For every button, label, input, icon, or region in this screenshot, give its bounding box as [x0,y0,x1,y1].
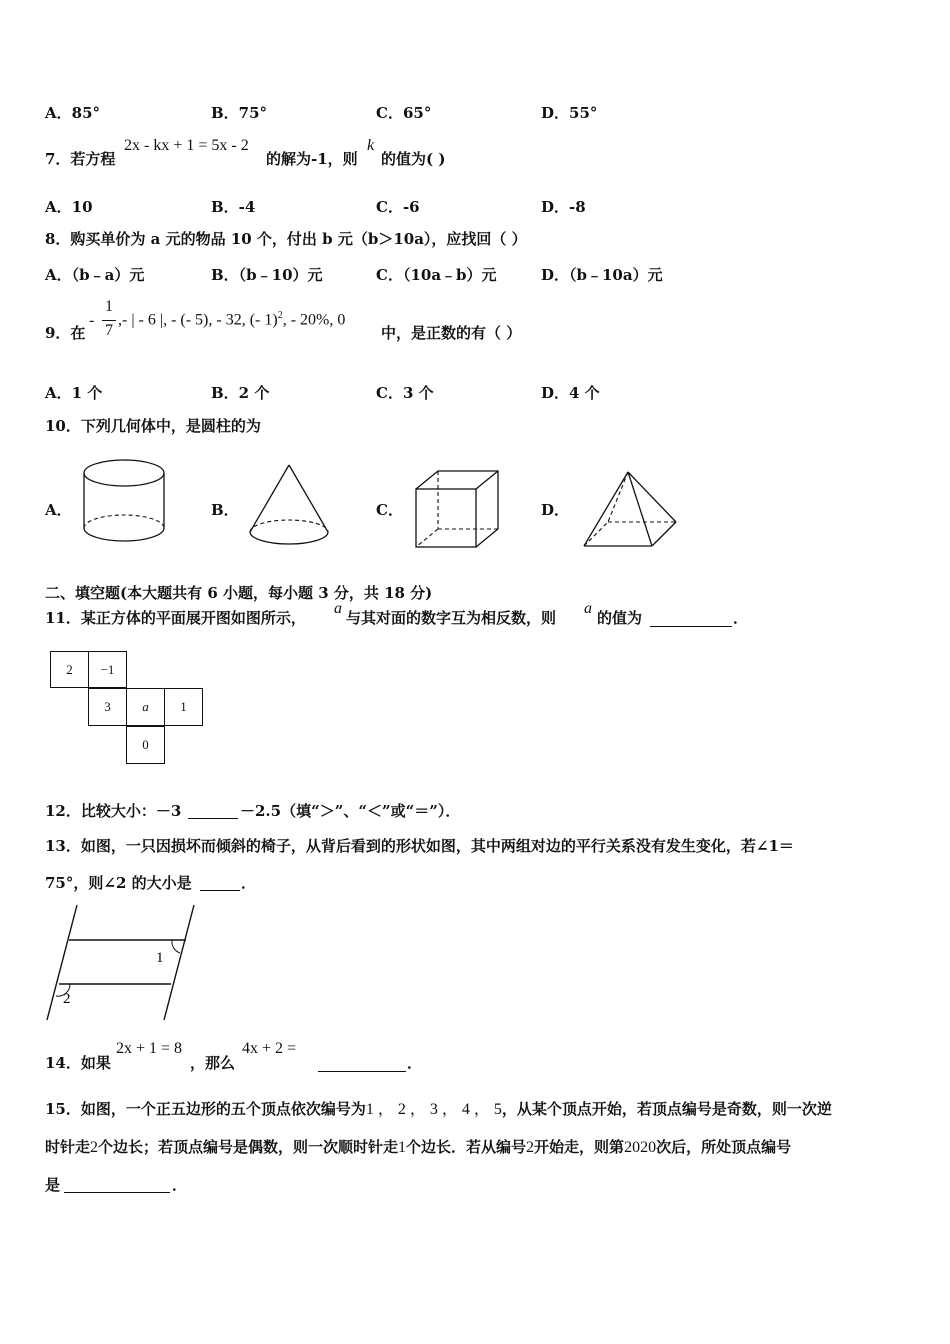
q9-frac-bar [102,320,116,321]
net-cell: 0 [126,726,165,764]
net-cell: 1 [164,688,203,726]
q11-end: ． [733,609,749,627]
q14-prefix: 14．如果 [45,1054,111,1072]
net-cell: 2 [50,651,89,688]
q11-var-a: a [334,600,342,617]
q9-expression: ,- | - 6 |, - (- 5), - 32, (- 1)$^2$, - 20%, 0 [118,310,346,329]
q12-answer-blank[interactable] [188,818,238,819]
q9-frac-denominator: 7 [105,322,113,339]
q15-line3-prefix: 是 [45,1176,61,1194]
q10-label-c: C． [376,501,403,519]
q13-answer-blank[interactable] [200,890,240,891]
q9-frac-numerator: 1 [105,298,113,315]
q13-line1: 13．如图，一只因损坏而倾斜的椅子，从背后看到的形状如图，其中两组对边的平行关系没有发生变化，若∠1＝ [45,837,794,855]
q6-option-d: D．55° [541,104,598,122]
q11-answer-blank[interactable] [650,626,732,627]
q9-option-b: B．2 个 [211,384,270,402]
q7-suffix: 的值为( ) [381,150,446,168]
q11-suffix: 的值为 [597,609,643,627]
q7-var-k: k [367,137,375,154]
q10-text: 10．下列几何体中，是圆柱的为 [45,417,261,435]
q9-prefix: 9．在 [45,324,86,342]
q8-option-b: B．（b﹣10）元 [211,266,323,284]
q11-var-a-2: a [584,600,592,617]
q9-option-d: D．4 个 [541,384,600,402]
q14-mid: ，那么 [190,1054,236,1072]
q14-end: ． [407,1054,423,1072]
q9-suffix: 中，是正数的有（ ） [381,324,522,342]
q8-option-a: A．（b﹣a）元 [45,266,145,284]
net-cell: 3 [88,688,127,726]
q9-option-a: A．1 个 [45,384,103,402]
q15-end: ． [172,1176,188,1194]
q8-option-c: C．（10a﹣b）元 [376,266,497,284]
q7-option-c: C．-6 [376,198,420,216]
cube-figure [412,467,504,552]
q6-option-a: A．85° [45,104,101,122]
angle-2-label: 2 [63,991,71,1007]
q7-option-a: A．10 [45,198,93,216]
q12-rest: －2.5（填“＞”、“＜”或“＝”）． [240,802,461,820]
q7-option-b: B．-4 [211,198,256,216]
q14-equation-1: 2x + 1 = 8 [116,1040,183,1057]
chair-figure [40,900,205,1025]
q8-text: 8．购买单价为 a 元的物品 10 个，付出 b 元（b＞10a），应找回（ ） [45,230,527,248]
q10-label-b: B． [211,501,239,519]
q14-equation-2: 4x + 2 = [242,1040,297,1057]
q12-prefix: 12．比较大小：－3 [45,802,182,820]
q15-line1: 15．如图，一个正五边形的五个顶点依次编号为1 ， 2 ， 3 ， 4 ， 5，从某个顶点开始，若顶点编号是奇数，则一次逆 [45,1100,832,1118]
q14-answer-blank[interactable] [318,1071,406,1072]
q10-label-d: D． [541,501,570,519]
q13-end: ． [241,874,257,892]
q13-line2: 75°，则∠2 的大小是 [45,874,192,892]
q10-label-a: A． [45,501,72,519]
q11-prefix: 11．某正方体的平面展开图如图所示， [45,609,306,627]
q7-prefix: 7．若方程 [45,150,116,168]
angle-1-label: 1 [156,950,164,966]
q9-frac-sign: - [89,312,95,329]
net-cell: a [126,688,165,726]
q8-option-d: D．（b﹣10a）元 [541,266,663,284]
q7-mid: 的解为-1，则 [266,150,358,168]
q15-answer-blank[interactable] [64,1192,170,1193]
q7-equation: 2x - kx + 1 = 5x - 2 [124,137,249,154]
pyramid-figure [578,468,680,552]
q9-option-c: C．3 个 [376,384,434,402]
q15-line2: 时针走2个边长；若顶点编号是偶数，则一次顺时针走1个边长．若从编号2开始走，则第2020次后，所处顶点编号 [45,1138,792,1156]
cylinder-figure [80,455,170,550]
net-cell: −1 [88,651,127,688]
cone-figure [246,462,336,552]
q7-option-d: D．-8 [541,198,586,216]
section-2-heading: 二、填空题(本大题共有 6 小题，每小题 3 分，共 18 分) [45,584,433,602]
q6-option-c: C．65° [376,104,432,122]
q6-option-b: B．75° [211,104,268,122]
q11-mid: 与其对面的数字互为相反数，则 [346,609,557,627]
